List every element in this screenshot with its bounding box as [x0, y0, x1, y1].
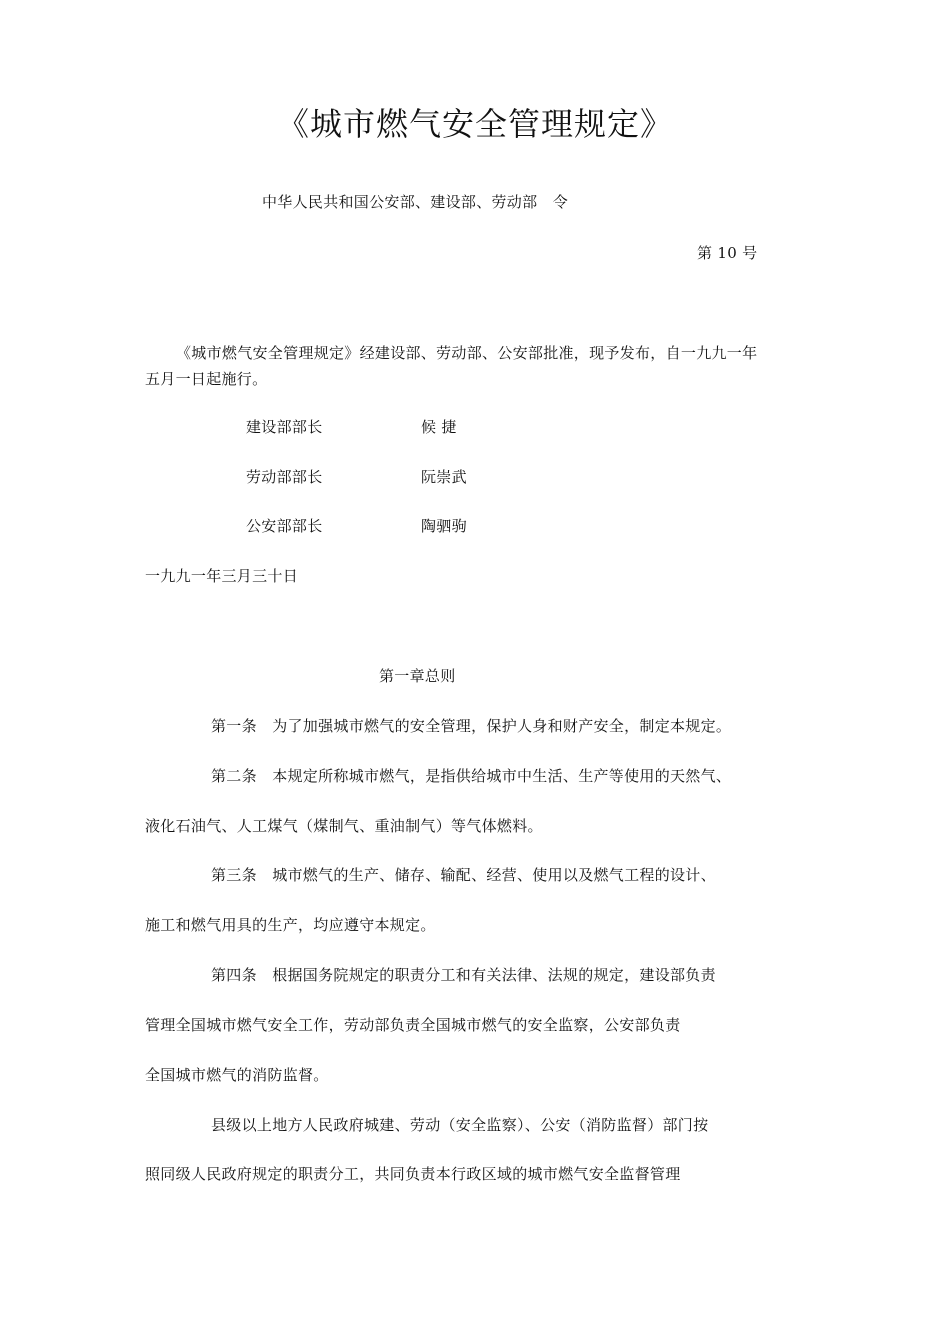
article-4-paragraph-2-line-1: 县级以上地方人民政府城建、劳动（安全监察）、公安（消防监督）部门按 [211, 1116, 709, 1134]
signatory-title-labor: 劳动部部长 [246, 468, 323, 486]
decree-issuer: 中华人民共和国公安部、建设部、劳动部 令 [262, 193, 569, 211]
article-4-line-1: 第四条 根据国务院规定的职责分工和有关法律、法规的规定，建设部负责 [211, 966, 716, 984]
chapter-heading: 第一章总则 [379, 667, 456, 685]
article-4-paragraph-2-line-2: 照同级人民政府规定的职责分工，共同负责本行政区域的城市燃气安全监督管理 [145, 1165, 681, 1183]
signatory-name-construction: 候 捷 [421, 418, 457, 436]
signatory-title-public-security: 公安部部长 [246, 517, 323, 535]
article-4-line-2: 管理全国城市燃气安全工作，劳动部负责全国城市燃气的安全监察，公安部负责 [145, 1016, 681, 1034]
preamble-line-2: 五月一日起施行。 [145, 370, 268, 388]
preamble-line-1: 《城市燃气安全管理规定》经建设部、劳动部、公安部批准，现予发布，自一九九一年 [176, 344, 758, 362]
issue-date: 一九九一年三月三十日 [145, 567, 299, 585]
signatory-name-public-security: 陶驷驹 [421, 517, 467, 535]
document-title: 《城市燃气安全管理规定》 [276, 105, 673, 143]
signatory-name-labor: 阮崇武 [421, 468, 467, 486]
decree-number: 第 10 号 [697, 244, 758, 262]
article-3-line-2: 施工和燃气用具的生产，均应遵守本规定。 [145, 916, 436, 934]
article-3-line-1: 第三条 城市燃气的生产、储存、输配、经营、使用以及燃气工程的设计、 [211, 866, 716, 884]
signatory-title-construction: 建设部部长 [246, 418, 323, 436]
article-1: 第一条 为了加强城市燃气的安全管理，保护人身和财产安全，制定本规定。 [211, 717, 732, 735]
article-4-line-3: 全国城市燃气的消防监督。 [145, 1066, 329, 1084]
article-2-line-1: 第二条 本规定所称城市燃气，是指供给城市中生活、生产等使用的天然气、 [211, 767, 732, 785]
article-2-line-2: 液化石油气、人工煤气（煤制气、重油制气）等气体燃料。 [145, 817, 543, 835]
